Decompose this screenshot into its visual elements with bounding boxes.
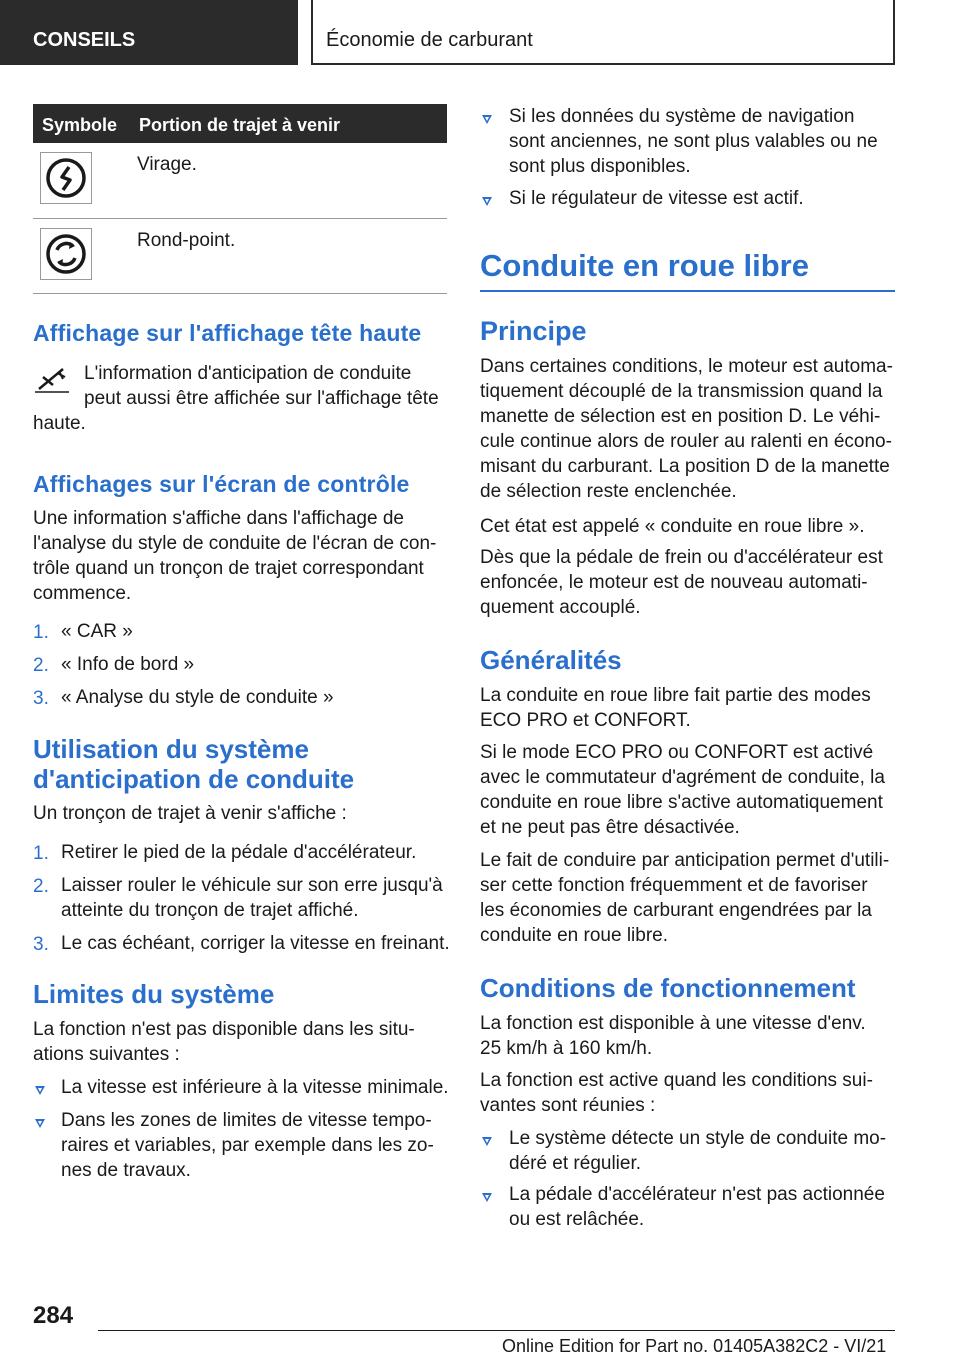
paragraph-line: Le fait de conduire par anticipation permet d'utili- <box>480 850 890 871</box>
paragraph-line: Cet état est appelé « conduite en roue libre ». <box>480 516 865 537</box>
bullet-item: sont plus disponibles. <box>509 156 691 177</box>
paragraph-line: La fonction est disponible à une vitesse d'env. <box>480 1013 866 1034</box>
bullet-triangle-icon <box>482 197 492 206</box>
paragraph-line: 25 km/h à 160 km/h. <box>480 1038 653 1059</box>
paragraph-line: manette de sélection est en position D. Le véhi- <box>480 406 881 427</box>
paragraph-line: vantes sont réunies : <box>480 1095 656 1116</box>
list-item: atteinte du tronçon de trajet affiché. <box>61 900 359 921</box>
table-header <box>33 104 447 143</box>
list-item: « Analyse du style de conduite » <box>61 687 334 708</box>
paragraph-line: de sélection reste enclenchée. <box>480 481 737 502</box>
bullet-triangle-icon <box>35 1086 45 1095</box>
bullet-item: La vitesse est inférieure à la vitesse minimale. <box>61 1077 449 1098</box>
paragraph-line: l'analyse du style de conduite de l'écran de con- <box>33 533 437 554</box>
edition-footer: Online Edition for Part no. 01405A382C2 - VI/21 <box>502 1336 887 1356</box>
paragraph-line: ser cette fonction fréquemment et de favoriser <box>480 875 868 896</box>
paragraph-line: quement accouplé. <box>480 597 641 618</box>
list-item: Retirer le pied de la pédale d'accélérateur. <box>61 842 417 863</box>
hud-heading: Affichage sur l'affichage tête haute <box>33 320 422 346</box>
list-item: Laisser rouler le véhicule sur son erre jusqu'à <box>61 875 443 896</box>
paragraph-line: trôle quand un tronçon de trajet correspondant <box>33 558 424 579</box>
paragraph-line: et ne peut pas être désactivée. <box>480 817 740 838</box>
paragraph-line: conduite en roue libre s'active automatiquement <box>480 792 883 813</box>
paragraph-line: Si le mode ECO PRO ou CONFORT est activé <box>480 742 874 763</box>
paragraph-line: les économies de carburant engendrées par la <box>480 900 872 921</box>
bullet-triangle-icon <box>482 1137 492 1146</box>
bullet-triangle-icon <box>482 1193 492 1202</box>
paragraph-line: cule continue alors de rouler au ralenti en écono- <box>480 431 892 452</box>
paragraph-line: commence. <box>33 583 132 604</box>
bullet-item: raires et variables, par exemple dans les zo- <box>61 1135 434 1156</box>
list-number: 2. <box>33 655 49 676</box>
list-number: 3. <box>33 934 49 955</box>
bullet-item: Dans les zones de limites de vitesse tempo- <box>61 1110 432 1131</box>
paragraph-line: ations suivantes : <box>33 1044 180 1065</box>
hud-line: peut aussi être affichée sur l'affichage tête <box>84 388 439 409</box>
bullet-triangle-icon <box>35 1119 45 1128</box>
bullet-item: La pédale d'accélérateur n'est pas actionnée <box>509 1184 885 1205</box>
bullet-item: déré et régulier. <box>509 1153 642 1174</box>
col-portion-header: Portion de trajet à venir <box>139 115 341 135</box>
list-item: « CAR » <box>61 621 133 642</box>
paragraph-line: Une information s'affiche dans l'affichage de <box>33 508 404 529</box>
row-label: Rond-point. <box>137 230 236 251</box>
list-number: 1. <box>33 843 49 864</box>
chapter-title: Économie de carburant <box>311 0 895 65</box>
roundabout-icon <box>40 228 92 280</box>
paragraph-line: conduite en roue libre. <box>480 925 669 946</box>
table-row <box>33 143 447 219</box>
list-item: Le cas échéant, corriger la vitesse en freinant. <box>61 933 450 954</box>
list-item: « Info de bord » <box>61 654 195 675</box>
usage-heading-line1: Utilisation du système <box>33 734 309 764</box>
paragraph-line: ECO PRO et CONFORT. <box>480 710 691 731</box>
principle-heading: Principe <box>480 316 587 346</box>
list-number: 1. <box>33 622 49 643</box>
hud-line: haute. <box>33 413 86 434</box>
bullet-item: sont anciennes, ne sont plus valables ou ne <box>509 131 878 152</box>
wrench-note-icon <box>33 363 71 395</box>
paragraph-line: enfoncée, le moteur est de nouveau automati- <box>480 572 868 593</box>
curve-road-icon <box>40 152 92 204</box>
usage-heading-line2: d'anticipation de conduite <box>33 764 355 794</box>
paragraph-line: avec le commutateur d'agrément de conduite, la <box>480 767 885 788</box>
bullet-triangle-icon <box>482 115 492 124</box>
bullet-item: ou est relâchée. <box>509 1209 645 1230</box>
coasting-heading: Conduite en roue libre <box>480 248 809 283</box>
heading-rule <box>480 290 895 292</box>
paragraph-line: Dans certaines conditions, le moteur est automa- <box>480 356 893 377</box>
header-divider <box>298 0 311 65</box>
bullet-item: nes de travaux. <box>61 1160 191 1181</box>
paragraph-line: La fonction n'est pas disponible dans les situ- <box>33 1019 415 1040</box>
bullet-item: Le système détecte un style de conduite mo- <box>509 1128 887 1149</box>
row-label: Virage. <box>137 154 197 175</box>
paragraph-line: tiquement découplé de la transmission quand la <box>480 381 883 402</box>
paragraph-line: misant du carburant. La position D de la manette <box>480 456 890 477</box>
hud-line: L'information d'anticipation de conduite <box>84 363 412 384</box>
conditions-heading: Conditions de fonctionnement <box>480 973 856 1003</box>
paragraph-line: Dès que la pédale de frein ou d'accélérateur est <box>480 547 883 568</box>
bullet-item: Si les données du système de navigation <box>509 106 855 127</box>
list-number: 3. <box>33 688 49 709</box>
page-number: 284 <box>33 1302 74 1329</box>
paragraph-line: La conduite en roue libre fait partie des modes <box>480 685 871 706</box>
control-screen-heading: Affichages sur l'écran de contrôle <box>33 471 410 497</box>
footer-rule <box>98 1330 895 1331</box>
section-tab: CONSEILS <box>0 0 298 65</box>
list-number: 2. <box>33 876 49 897</box>
general-heading: Généralités <box>480 645 622 675</box>
bullet-item: Si le régulateur de vitesse est actif. <box>509 188 804 209</box>
table-row <box>33 219 447 294</box>
paragraph-line: La fonction est active quand les conditions sui- <box>480 1070 873 1091</box>
limits-heading: Limites du système <box>33 979 275 1009</box>
col-symbol-header: Symbole <box>42 115 118 135</box>
usage-intro: Un tronçon de trajet à venir s'affiche : <box>33 803 347 824</box>
